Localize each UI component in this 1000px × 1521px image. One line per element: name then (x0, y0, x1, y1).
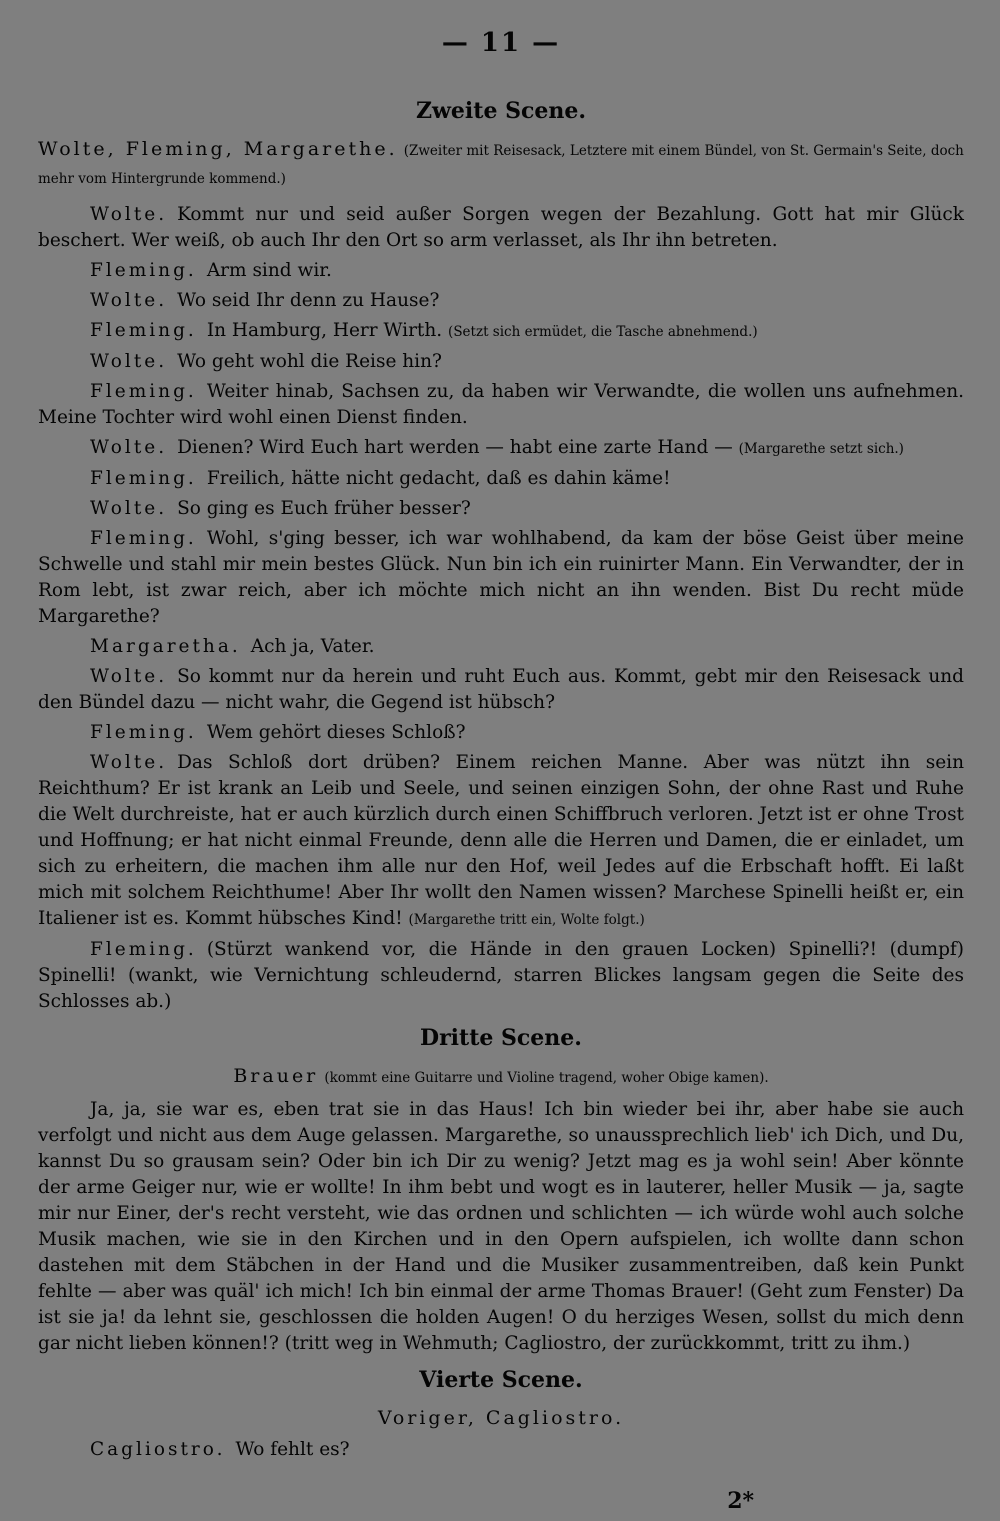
speech: In Hamburg, Herr Wirth. (206, 320, 443, 341)
dialogue-line (38, 435, 964, 462)
speech: (Stürzt wankend vor, die Hände in den grauen Locken) Spinelli?! (dumpf) Spinelli! (wankt, wie Vernichtung schleudernd, starren Blickes langsam gegen die Seite des Schlosses ab.) (38, 939, 964, 1012)
footer-signature: 2* (727, 1488, 754, 1514)
speech: Freilich, hätte nicht gedacht, daß es dahin käme! (206, 468, 671, 489)
speaker: Wolte. (90, 498, 168, 519)
dialogue-line (38, 258, 964, 284)
speech: Wo seid Ihr denn zu Hause? (177, 290, 440, 311)
speaker: Wolte. (90, 351, 168, 372)
dialogue-line (38, 349, 964, 375)
speaker: Fleming. (90, 468, 197, 489)
scene-title-3: Dritte Scene. (420, 1025, 582, 1051)
speaker: Fleming. (90, 381, 197, 402)
speaker: Margaretha. (90, 636, 241, 657)
speaker: Fleming. (90, 939, 197, 960)
stage-direction: (Setzt sich ermüdet, die Tasche abnehmend.) (448, 324, 758, 340)
dialogue-line (38, 202, 964, 254)
speaker: Wolte. (90, 666, 168, 687)
speaker: Fleming. (90, 320, 197, 341)
speaker: Fleming. (90, 260, 197, 281)
speaker: Wolte. (90, 290, 168, 311)
dialogue-line (38, 379, 964, 431)
speaker: Wolte. (90, 204, 168, 225)
dialogue-line (38, 1437, 964, 1463)
speech: So ging es Euch früher besser? (177, 498, 471, 519)
dialogue-line (38, 664, 964, 716)
speech: Wo geht wohl die Reise hin? (177, 351, 442, 372)
speech: Wohl, s'ging besser, ich war wohlhabend, da kam der böse Geist über meine Schwelle und stahl mir mein bestes Glück. Nun bin ich ein ruinirter Mann. Ein Verwandter, der in Rom lebt, ist zwar reich, aber ich möchte mich nicht an ihn wenden. Bist Du recht müde Margarethe? (38, 528, 964, 627)
dialogue-line (38, 750, 964, 933)
speaker: Wolte. (90, 752, 168, 773)
speech: Das Schloß dort drüben? Einem reichen Manne. Aber was nützt ihn sein Reichthum? Er ist krank an Leib und Seele, und seinen einzigen Sohn, der ohne Rast und Ruhe die Welt durchreiste, hat er auch kürzlich durch einen Schiffbruch verloren. Jetzt ist er ohne Trost und Hoffnung; er hat nicht einmal Freunde, denn alle die Herren und Damen, die er einladet, um sich zu erheitern, die machen ihm alle nur den Hof, weil Jedes auf die Erbschaft hofft. Ei laßt mich mit solchem Reichthume! Aber Ihr wollt den Namen wissen? Marchese Spinelli heißt er, ein Italiener ist es. Kommt hübsches Kind! (38, 752, 964, 929)
speaker: Cagliostro. (90, 1439, 226, 1460)
speech: Arm sind wir. (206, 260, 332, 281)
stage-direction: (Margarethe setzt sich.) (738, 441, 904, 457)
speech: Dienen? Wird Euch hart werden — habt eine zarte Hand — (177, 437, 733, 458)
speaker: Fleming. (90, 722, 197, 743)
speech: Ach ja, Vater. (250, 636, 375, 657)
scene-roster-2 (38, 136, 964, 192)
roster-direction: (kommt eine Guitarre und Violine tragend, woher Obige kamen). (324, 1070, 769, 1086)
monologue: Ja, ja, sie war es, eben trat sie in das Haus! Ich bin wieder bei ihr, aber habe sie auch verfolgt und nicht aus dem Auge gelassen. Margarethe, so unaussprechlich lieb' ich Dich, und Du, kannst Du so grausam sein? Oder bin ich Dir zu wenig? Jetzt mag es ja wohl sein! Aber könnte der arme Geiger nur, wie er wollte! In ihm bebt und wogt es in lauterer, heller Musik — ja, sagte mir nur Einer, der's recht versteht, wie das ordnen und schlichten — ich würde wohl auch solche Musik machen, wie sie in den Kirchen und in den Opern aufspielen, ich wollte dann schon dastehen mit dem Stäbchen in der Hand und die Musiker zusammentreiben, daß kein Punkt fehlte — aber was quäl' ich mich! Ich bin einmal der arme Thomas Brauer! (Geht zum Fenster) Da ist sie ja! da lehnt sie, geschlossen die holden Augen! O du herziges Wesen, sollst du mich denn gar nicht lieben können!? (tritt weg in Wehmuth; Cagliostro, der zurückkommt, tritt zu ihm.) (38, 1099, 964, 1354)
speech: Wo fehlt es? (235, 1439, 350, 1460)
dialogue-line (38, 496, 964, 522)
scene-roster-3 (38, 1063, 964, 1091)
speaker: Wolte. (90, 437, 168, 458)
dialogue-line (38, 466, 964, 492)
dialogue-line (38, 526, 964, 630)
dialogue-line (38, 720, 964, 746)
dialogue-line (38, 288, 964, 314)
page-number: — 11 — (441, 28, 561, 58)
speaker: Fleming. (90, 528, 197, 549)
roster-direction: (Zweiter mit Reisesack, Letztere mit einem Bündel, von St. Germain's Seite, doch mehr vom Hintergrunde kommend.) (38, 143, 964, 187)
speech: So kommt nur da herein und ruht Euch aus. Kommt, gebt mir den Reisesack und den Bündel dazu — nicht wahr, die Gegend ist hübsch? (38, 666, 964, 713)
roster-name: Brauer (233, 1065, 319, 1087)
speech: Weiter hinab, Sachsen zu, da haben wir Verwandte, die wollen uns aufnehmen. Meine Tochter wird wohl einen Dienst finden. (38, 381, 964, 428)
scene-title-4: Vierte Scene. (419, 1367, 583, 1393)
stage-direction: (Margarethe tritt ein, Wolte folgt.) (408, 912, 645, 928)
dialogue-line (38, 937, 964, 1015)
scene-2-dialogue (38, 202, 964, 1015)
scene-title-2: Zweite Scene. (415, 98, 587, 124)
speech: Kommt nur und seid außer Sorgen wegen der Bezahlung. Gott hat mir Glück beschert. Wer weiß, ob auch Ihr den Ort so arm verlasset, als Ihr ihn betreten. (38, 204, 964, 251)
roster-names: Wolte, Fleming, Margarethe. (38, 138, 398, 160)
speech: Wem gehört dieses Schloß? (206, 722, 466, 743)
dialogue-line (38, 318, 964, 345)
dialogue-line (38, 634, 964, 660)
scene-roster-4: Voriger, Cagliostro. (377, 1407, 625, 1429)
